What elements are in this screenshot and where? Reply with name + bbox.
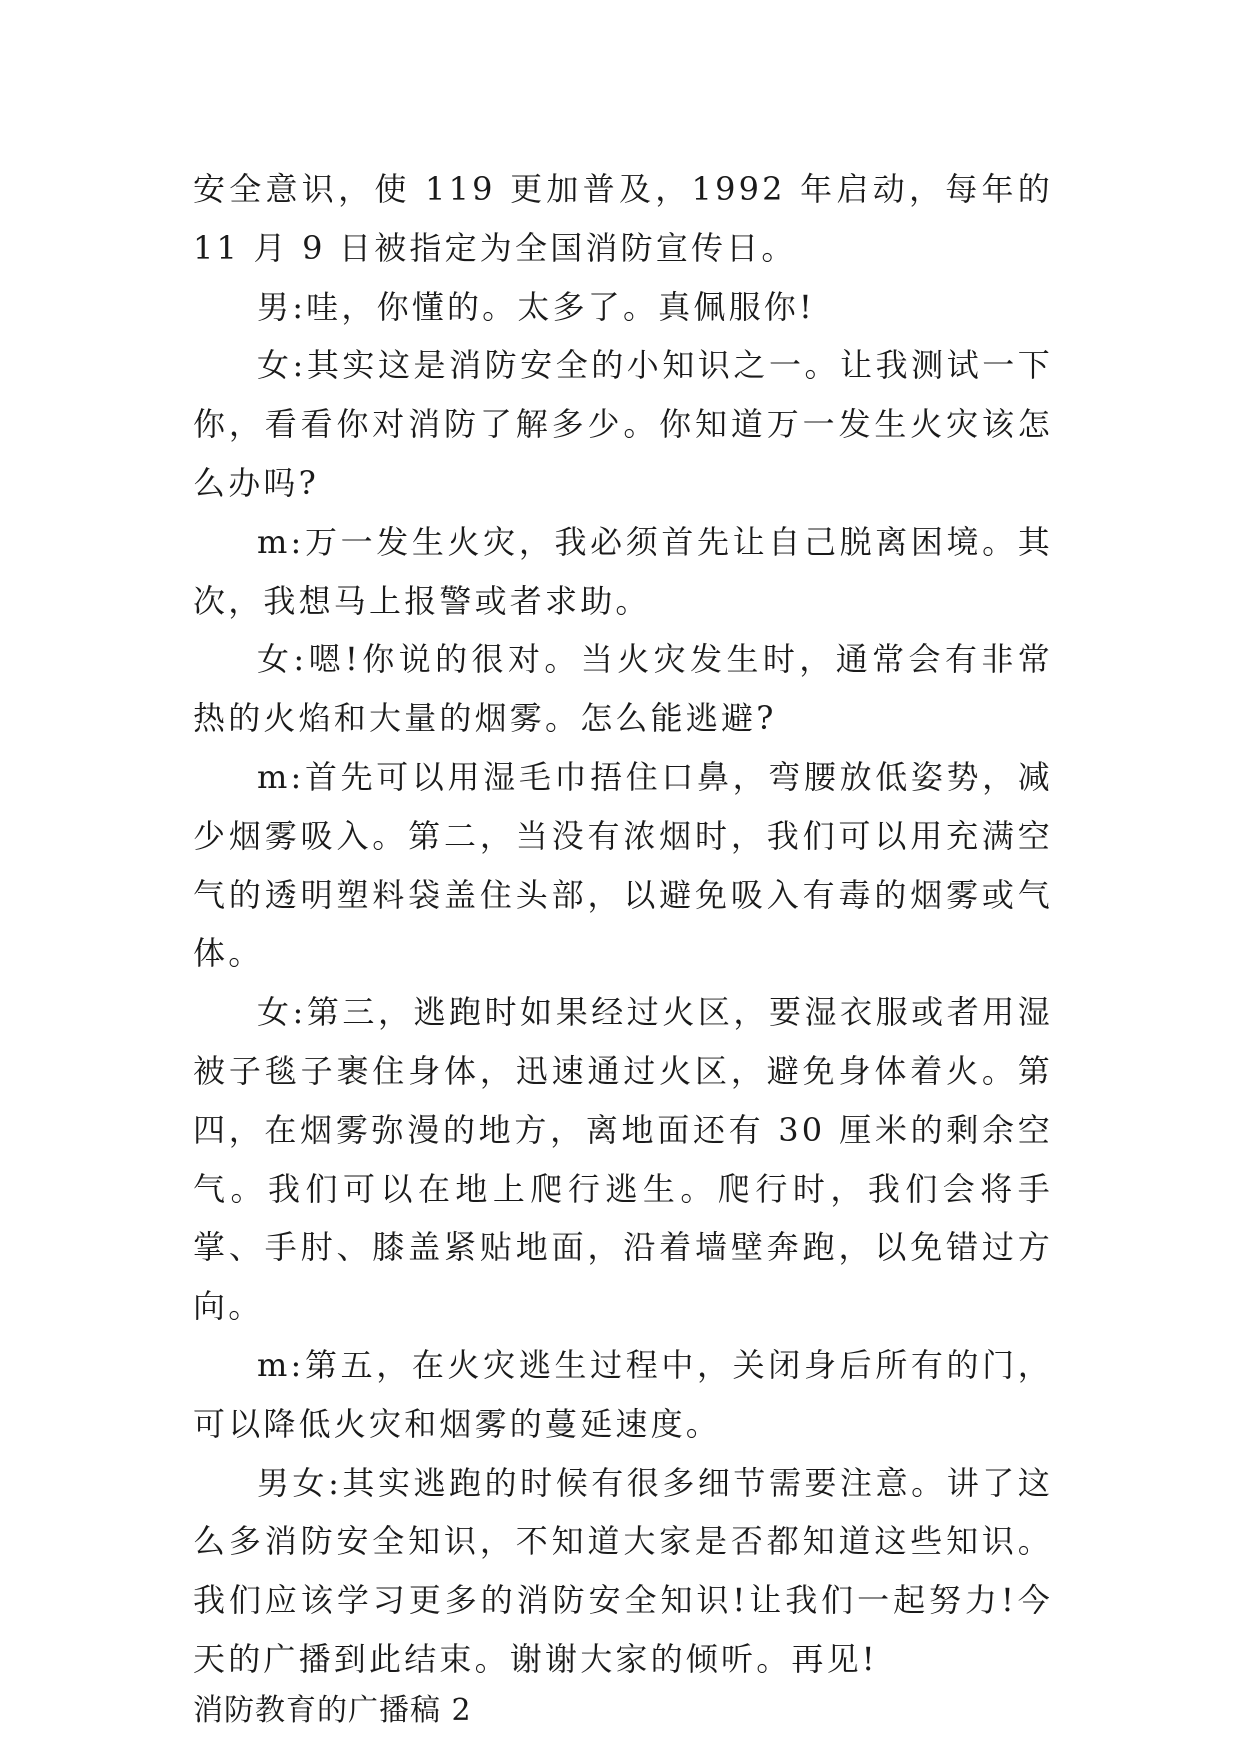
paragraph-dialogue: m:第五，在火灾逃生过程中，关闭身后所有的门，可以降低火灾和烟雾的蔓延速度。 <box>193 1345 1053 1443</box>
section-heading: 消防教育的广播稿 2 <box>193 1692 472 1728</box>
paragraph-continuation: 安全意识，使 119 更加普及，1992 年启动，每年的 11 月 9 日被指定为全国消防宣传日。 <box>193 170 1053 267</box>
document-body <box>193 160 1053 1733</box>
paragraph-dialogue: m:万一发生火灾，我必须首先让自己脱离困境。其次，我想马上报警或者求助。 <box>193 522 1053 620</box>
paragraph-dialogue: 女:嗯!你说的很对。当火灾发生时，通常会有非常热的火焰和大量的烟雾。怎么能逃避? <box>193 640 1053 738</box>
paragraph-dialogue: m:首先可以用湿毛巾捂住口鼻，弯腰放低姿势，减少烟雾吸入。第二，当没有浓烟时，我们可以用充满空气的透明塑料袋盖住头部，以避免吸入有毒的烟雾或气体。 <box>193 757 1053 973</box>
paragraph-dialogue: 男:哇，你懂的。太多了。真佩服你! <box>257 287 816 326</box>
paragraph-dialogue: 女:第三，逃跑时如果经过火区，要湿衣服或者用湿被子毯子裹住身体，迅速通过火区，避免身体着火。第四，在烟雾弥漫的地方，离地面还有 30 厘米的剩余空气。我们可以在地上爬行逃生。爬行时，我们会将手掌、手肘、膝盖紧贴地面，沿着墙壁奔跑，以免错过方向。 <box>193 993 1053 1326</box>
paragraph-dialogue: 男女:其实逃跑的时候有很多细节需要注意。讲了这么多消防安全知识，不知道大家是否都知道这些知识。我们应该学习更多的消防安全知识!让我们一起努力!今天的广播到此结束。谢谢大家的倾听。再见! <box>193 1463 1053 1678</box>
paragraph-dialogue: 女:其实这是消防安全的小知识之一。让我测试一下你，看看你对消防了解多少。你知道万一发生火灾该怎么办吗? <box>193 346 1053 502</box>
